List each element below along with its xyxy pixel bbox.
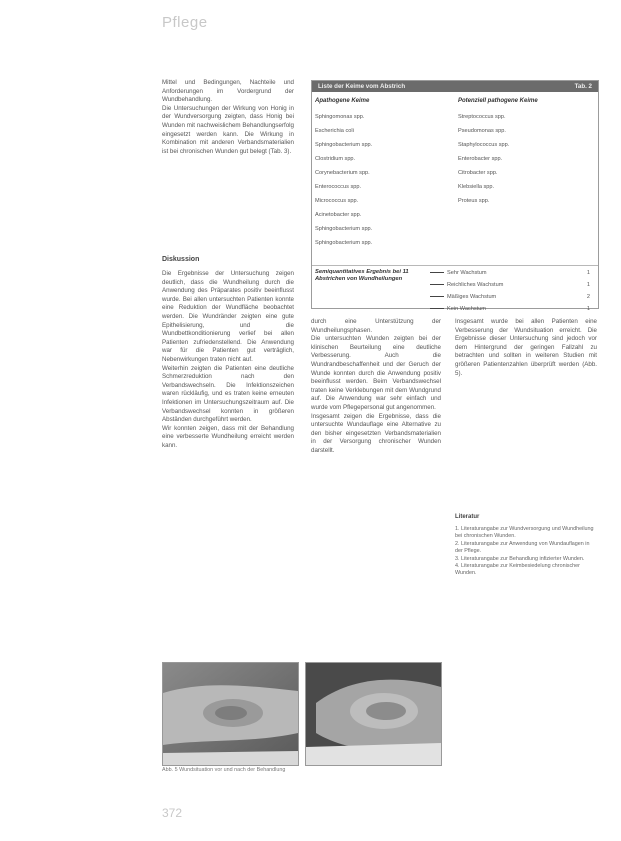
legend-value: 2 [586,294,590,300]
wound-photo-after [305,662,442,766]
references-list [455,526,597,578]
wound-photo-before [162,662,299,766]
legend-label: Mäßiges Wachstum [447,294,497,300]
apathogenic-item: Enterococcus spp. [315,184,362,190]
page-number: 372 [162,806,183,820]
figure-caption: Abb. 5 Wundsituation vor und nach der Behandlung [162,767,286,773]
legend-label: Reichliches Wachstum [447,282,504,288]
table-header-bar [312,81,598,92]
apathogenic-item: Sphingobacterium spp. [315,240,373,246]
discussion-text-block [162,270,294,450]
pathogenic-item: Streptococcus spp. [458,114,506,120]
apathogenic-item: Acinetobacter spp. [315,212,362,218]
apathogenic-item: Escherichia coli [315,128,354,134]
pathogenic-item: Proteus spp. [458,198,490,204]
legend-label: Sehr Wachstum [447,270,487,276]
col-header-pathogenic: Potenziell pathogene Keime [458,98,538,104]
wound-photo-after-image [306,663,441,765]
middle-column-text [311,318,441,456]
reference-item: 4. Literaturangabe zur Keimbesiedelung chronischer Wunden. [455,563,580,577]
discussion-paragraph: Die Ergebnisse der Untersuchung zeigen deutlich, dass die Wundheilung durch die Anwendung des Präparates positiv beeinflusst wurde. Bei allen untersuchten Patienten konnte eine Reduktion der Wundfläche beobachtet werden. Die Wundränder zeigten eine gute Epithelisierung, und die Wundbettkonditionierung verlief bei allen Patienten zufriedenstellend. Die Anwendung war für die Patienten gut verträglich, Nebenwirkungen traten nicht auf. Weiterhin zeigten die Patienten eine deutliche Schmerzreduktion nach den Verbandswechseln. Die Infektionszeichen waren rückläufig, und es traten keine erneuten Infektionen im Untersuchungszeitraum auf. Die Verbandswechsel konnten in größeren Abständen durchgeführt werden. Wir konnten zeigen, dass mit der Behandlung eine verbesserte Wundheilung erreicht werden kann. [162,270,294,449]
page-header-title: Pflege [162,14,208,31]
legend-value: 1 [586,282,590,288]
legend-line-icon [430,272,444,273]
legend-line-icon [430,284,444,285]
middle-paragraph: durch eine Unterstützung der Wundheilungsphasen. Die untersuchten Wunden zeigten bei der klinischen Beurteilung eine deutliche Verbesserung. Auch die Wundrandbeschaffenheit und der Geruch der Wunde konnten durch die Anwendung positiv beeinflusst werden. Beim Verbandswechsel traten keine Verklebungen mit dem Wundgrund auf. Die Anwendung war sehr einfach und wurde vom Pflegepersonal gut angenommen. Insgesamt zeigen die Ergebnisse, dass die untersuchte Wundauflage eine Alternative zu den bisher eingesetzten Verbandsmaterialien in der Versorgung chronischer Wunden darstellt. [311,318,441,454]
legend-title: Semiquantitatives Ergebnis bei 11 Abstrichen von Wundheilungen [315,269,409,283]
table-divider [312,265,598,266]
legend-row [430,270,590,276]
right-paragraph: Insgesamt wurde bei allen Patienten eine Verbesserung der Wundsituation erreicht. Die Ergebnisse dieser Untersuchung sind jedoch vor dem Hintergrund der geringen Fallzahl zu betrachten und sollten in weiteren Studien mit größeren Patientenzahlen überprüft werden (Abb. 5). [455,318,597,377]
legend-row [430,294,590,300]
table-title: Liste der Keime vom Abstrich [318,83,406,90]
discussion-heading: Diskussion [162,256,200,263]
reference-item: 2. Literaturangabe zur Anwendung von Wundauflagen in der Pflege. [455,540,590,555]
reference-item: 3. Literaturangabe zur Behandlung infizierter Wunden. [455,555,585,562]
pathogenic-item: Staphylococcus spp. [458,142,510,148]
germ-table [311,80,599,312]
apathogenic-item: Corynebacterium spp. [315,170,370,176]
apathogenic-item: Sphingobacterium spp. [315,226,373,232]
legend-line-icon [430,296,444,297]
legend-line-icon [430,308,444,309]
legend-row [430,282,590,288]
reference-item: 1. Literaturangabe zur Wundversorgung und Wundheilung bei chronischen Wunden. [455,526,594,540]
col-header-apathogenic: Apathogene Keime [315,98,370,104]
pathogenic-item: Pseudomonas spp. [458,128,506,134]
apathogenic-item: Micrococcus spp. [315,198,359,204]
pathogenic-item: Citrobacter spp. [458,170,498,176]
pathogenic-item: Klebsiella spp. [458,184,495,190]
legend-value: 1 [586,270,590,276]
references-heading: Literatur [455,514,480,520]
apathogenic-item: Sphingomonas spp. [315,114,365,120]
pathogenic-item: Enterobacter spp. [458,156,503,162]
left-column-intro [162,79,294,156]
legend-row [430,306,590,312]
wound-photo-before-image [163,663,298,765]
legend-label: Kein Wachstum [447,306,486,312]
table-label: Tab. 2 [574,83,592,90]
intro-paragraph: Mittel und Bedingungen, Nachteile und Anforderungen im Vordergrund der Wundbehandlung. Die Untersuchungen der Wirkung von Honig in der Wundversorgung zeigten, dass Honig bei Wunden mit nachweislichem Behandlungserfolg eingesetzt werden kann. Die Wirkung in Kombination mit anderen Verbandsmaterialien ist bei chronischen Wunden gut belegt (Tab. 3). [162,79,294,155]
apathogenic-item: Clostridium spp. [315,156,356,162]
apathogenic-item: Sphingobacterium spp. [315,142,373,148]
legend-value: 1 [586,306,590,312]
right-column-text [455,318,597,378]
